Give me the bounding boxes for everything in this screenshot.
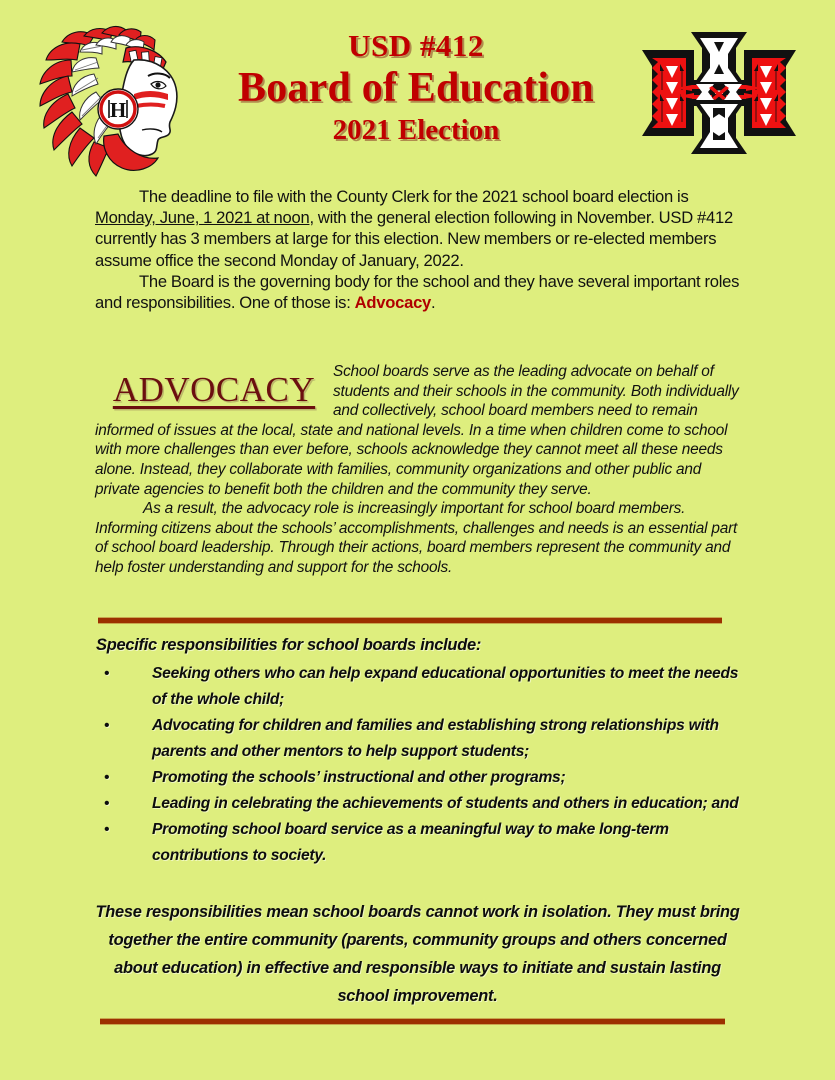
responsibilities-section bbox=[92, 636, 752, 869]
advocacy-section bbox=[95, 362, 743, 578]
advocacy-paragraph-1: School boards serve as the leading advocate on behalf of students and their schools in the community. Both individually and collectively, school board members need to remain informed of issues at the local, state and national levels. In a time when children come to school with more challenges than ever before, schools acknowledge they cannot meet all these needs alone. Instead, they collaborate with families, community organizations and other public and private agencies to benefit both the children and the community they serve. bbox=[95, 363, 739, 498]
intro-p1-part2: , with the general election following in November. USD #412 currently has 3 members at large for this election. New members or re-elected members assume office the second Monday of January, 2022. bbox=[95, 208, 733, 270]
list-item bbox=[92, 791, 752, 817]
title-line-year: 2021 Election bbox=[332, 113, 500, 146]
svg-text:H: H bbox=[109, 98, 127, 122]
intro-p1-part1: The deadline to file with the County Clerk for the 2021 school board election is bbox=[139, 187, 689, 206]
list-item bbox=[92, 765, 752, 791]
intro-text-block bbox=[95, 186, 743, 313]
advocacy-highlight: Advocacy bbox=[354, 293, 432, 313]
list-item bbox=[92, 661, 752, 713]
closing-statement: These responsibilities mean school boards cannot work in isolation. They must bring together the entire community (parents, community groups and others concerned about education) in effective and responsible ways to initiate and sustain lasting school improvement. bbox=[95, 903, 740, 1005]
advocacy-heading: ADVOCACY bbox=[112, 370, 316, 409]
filing-deadline-date: Monday, June, 1 2021 at noon bbox=[95, 208, 310, 228]
divider-bottom bbox=[100, 1018, 725, 1025]
bullet-icon: • bbox=[104, 665, 110, 682]
responsibilities-list bbox=[92, 661, 752, 869]
bullet-icon: • bbox=[104, 717, 110, 734]
bullet-icon: • bbox=[104, 821, 110, 838]
intro-paragraph-2 bbox=[95, 271, 743, 313]
divider-top bbox=[98, 617, 722, 624]
list-item-label: Leading in celebrating the achievements of students and others in education; and bbox=[152, 795, 739, 812]
page-title bbox=[196, 30, 636, 145]
list-item-label: Promoting school board service as a meaningful way to make long-term contributions to society. bbox=[152, 821, 669, 864]
intro-p2-part1: The Board is the governing body for the school and they have several important roles and responsibilities. One of those is: bbox=[95, 271, 740, 313]
list-item bbox=[92, 713, 752, 765]
list-item-label: Advocating for children and families and establishing strong relationships with parents and other mentors to help support students; bbox=[152, 717, 719, 760]
bullet-icon: • bbox=[104, 769, 110, 786]
intro-p2-part2: . bbox=[431, 293, 436, 313]
header bbox=[0, 0, 835, 180]
responsibilities-heading: Specific responsibilities for school boards include: bbox=[96, 636, 482, 654]
native-american-cross-emblem-logo bbox=[636, 28, 802, 158]
indian-chief-head-logo bbox=[22, 18, 197, 183]
bullet-icon: • bbox=[104, 795, 110, 812]
title-line-main: Board of Education bbox=[238, 64, 594, 111]
title-line-district: USD #412 bbox=[348, 28, 484, 63]
advocacy-paragraph-2: As a result, the advocacy role is increasingly important for school board members. Informing citizens about the schools’ accomplishments, challenges and needs is an essential part of school board leadership. Through their actions, board members represent the community and help foster understanding and support for the schools. bbox=[95, 500, 738, 576]
list-item-label: Promoting the schools’ instructional and other programs; bbox=[152, 769, 566, 786]
list-item-label: Seeking others who can help expand educational opportunities to meet the needs of the whole child; bbox=[152, 665, 739, 708]
intro-paragraph-1 bbox=[95, 186, 743, 271]
list-item bbox=[92, 817, 752, 869]
